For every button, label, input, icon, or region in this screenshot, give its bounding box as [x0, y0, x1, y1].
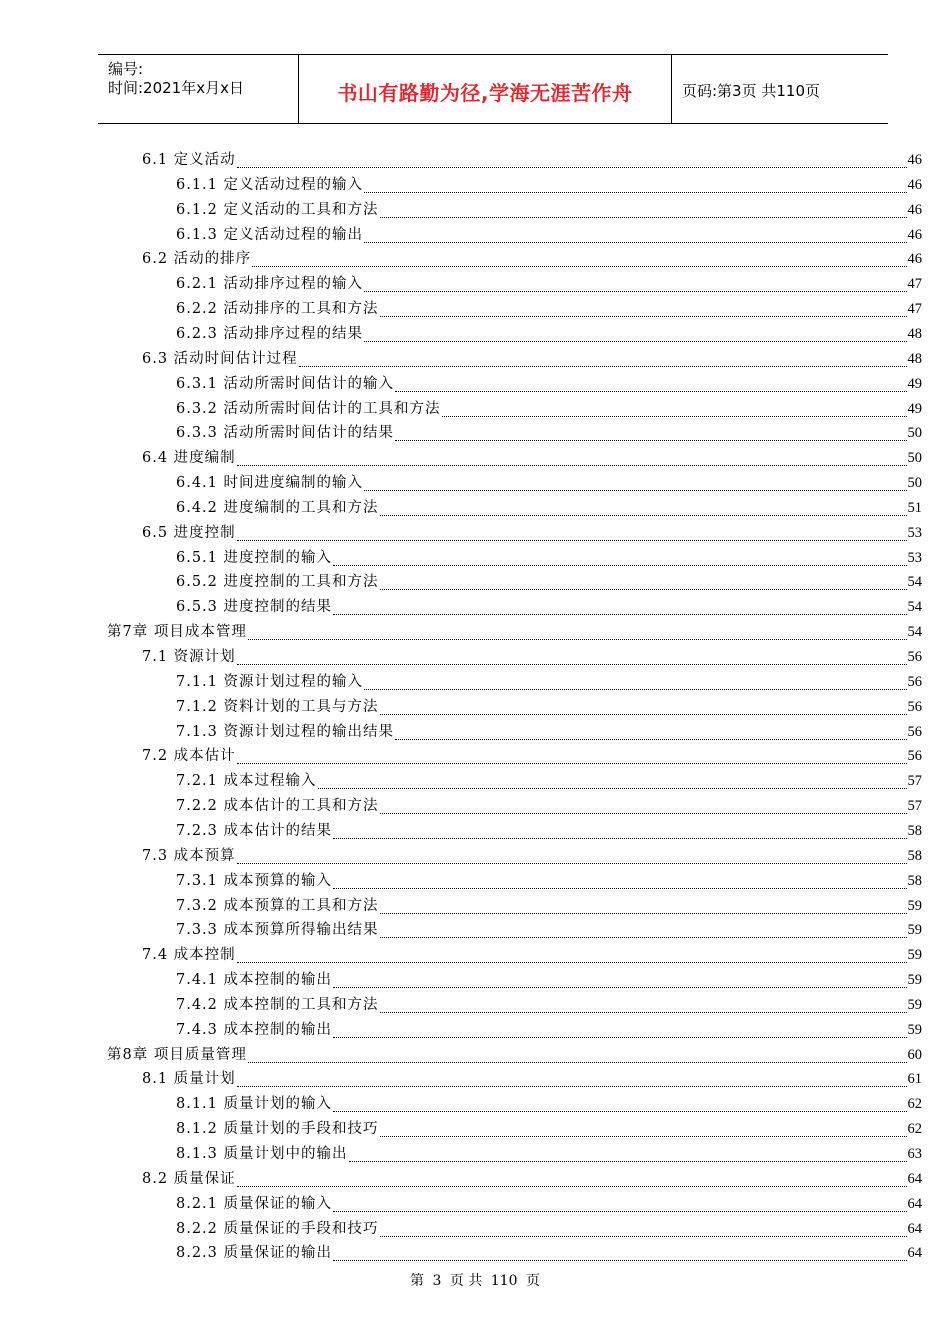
toc-entry-level-3[interactable]	[176, 421, 922, 446]
toc-entry-page: 48	[907, 325, 922, 342]
toc-dot-leader	[364, 489, 906, 491]
toc-entry-page: 56	[907, 649, 922, 665]
toc-entry-label: 7.1.2 资料计划的工具与方法	[176, 698, 379, 715]
toc-entry-page: 53	[907, 524, 922, 541]
toc-dot-leader	[380, 812, 907, 814]
toc-entry-label: 7.3.1 成本预算的输入	[176, 872, 333, 889]
toc-dot-leader	[380, 912, 907, 914]
footer-prefix: 第	[410, 1273, 425, 1289]
toc-entry-level-3[interactable]	[176, 1142, 922, 1167]
toc-entry-level-3[interactable]	[176, 471, 922, 496]
toc-entry-page: 50	[907, 450, 922, 467]
toc-entry-level-3[interactable]	[176, 496, 922, 521]
header-page-info: 页码:第3页 共110页	[682, 82, 820, 100]
toc-entry-level-1[interactable]	[107, 1043, 922, 1068]
toc-entry-label: 8.1 质量计划	[142, 1071, 236, 1088]
toc-dot-leader	[333, 613, 906, 615]
toc-entry-label: 8.2.3 质量保证的输出	[176, 1245, 333, 1262]
toc-entry-label: 7.4.3 成本控制的输出	[176, 1021, 333, 1038]
toc-entry-page: 59	[907, 1021, 922, 1038]
toc-entry-page: 56	[907, 723, 922, 740]
toc-entry-level-3[interactable]	[176, 397, 922, 422]
header-middle-cell	[299, 55, 672, 123]
toc-entry-label: 7.2.2 成本估计的工具和方法	[176, 798, 379, 815]
toc-entry-level-3[interactable]	[176, 894, 922, 919]
toc-entry-page: 64	[907, 1245, 922, 1262]
toc-entry-page: 59	[907, 922, 922, 939]
toc-entry-page: 50	[907, 475, 922, 492]
toc-dot-leader	[364, 340, 906, 342]
toc-entry-level-2[interactable]	[142, 148, 922, 173]
toc-entry-label: 6.5.3 进度控制的结果	[176, 599, 333, 616]
toc-dot-leader	[380, 1235, 907, 1237]
toc-entry-page: 53	[907, 549, 922, 566]
toc-entry-page: 54	[907, 574, 922, 591]
toc-dot-leader	[349, 1160, 907, 1162]
toc-dot-leader	[333, 1036, 906, 1038]
toc-entry-level-2[interactable]	[142, 347, 922, 372]
toc-entry-page: 56	[907, 698, 922, 715]
toc-entry-level-2[interactable]	[142, 844, 922, 869]
toc-entry-page: 46	[907, 201, 922, 218]
toc-entry-page: 63	[907, 1146, 922, 1162]
toc-entry-label: 8.2.2 质量保证的手段和技巧	[176, 1220, 379, 1237]
toc-entry-level-3[interactable]	[176, 1092, 922, 1117]
toc-entry-label: 7.4.2 成本控制的工具和方法	[176, 996, 379, 1013]
toc-entry-level-3[interactable]	[176, 1192, 922, 1217]
toc-entry-label: 7.2.3 成本估计的结果	[176, 822, 333, 839]
toc-entry-label: 6.3 活动时间估计过程	[142, 350, 298, 367]
toc-entry-label: 8.1.2 质量计划的手段和技巧	[176, 1121, 379, 1138]
toc-entry-label: 7.1.3 资源计划过程的输出结果	[176, 723, 395, 740]
toc-entry-label: 7.4 成本控制	[142, 947, 236, 964]
toc-entry-level-3[interactable]	[176, 993, 922, 1018]
toc-entry-page: 64	[907, 1170, 922, 1187]
toc-entry-level-3[interactable]	[176, 372, 922, 397]
toc-entry-page: 46	[907, 226, 922, 243]
toc-dot-leader	[248, 638, 907, 640]
toc-entry-page: 59	[907, 897, 922, 914]
toc-entry-level-3[interactable]	[176, 918, 922, 943]
toc-entry-level-3[interactable]	[176, 695, 922, 720]
toc-dot-leader	[380, 588, 907, 590]
toc-entry-level-3[interactable]	[176, 720, 922, 745]
toc-entry-level-2[interactable]	[142, 744, 922, 769]
toc-entry-page: 60	[907, 1046, 922, 1063]
toc-entry-label: 7.3.3 成本预算所得输出结果	[176, 922, 379, 939]
header-left-cell	[98, 55, 299, 123]
toc-dot-leader	[364, 688, 906, 690]
toc-entry-label: 7.1.1 资源计划过程的输入	[176, 673, 364, 690]
toc-dot-leader	[333, 1259, 906, 1261]
toc-entry-label: 6.3.1 活动所需时间估计的输入	[176, 375, 395, 392]
document-time-label: 时间:2021年x月x日	[108, 79, 244, 97]
toc-entry-level-3[interactable]	[176, 595, 922, 620]
toc-entry-label: 6.1.3 定义活动过程的输出	[176, 226, 364, 243]
toc-dot-leader	[364, 241, 906, 243]
toc-entry-level-3[interactable]	[176, 322, 922, 347]
toc-entry-level-3[interactable]	[176, 1241, 922, 1266]
toc-dot-leader	[442, 415, 907, 417]
toc-entry-page: 46	[907, 251, 922, 268]
toc-dot-leader	[237, 762, 907, 764]
toc-entry-level-3[interactable]	[176, 819, 922, 844]
toc-entry-page: 57	[907, 773, 922, 790]
toc-dot-leader	[380, 713, 907, 715]
toc-dot-leader	[333, 887, 906, 889]
toc-dot-leader	[380, 1011, 907, 1013]
toc-entry-level-2[interactable]	[142, 247, 922, 272]
toc-entry-page: 50	[907, 425, 922, 442]
toc-entry-page: 47	[907, 301, 922, 318]
toc-entry-page: 46	[907, 152, 922, 168]
toc-entry-label: 8.1.3 质量计划中的输出	[176, 1146, 348, 1162]
toc-dot-leader	[318, 787, 907, 789]
toc-dot-leader	[333, 1110, 906, 1112]
toc-entry-label: 6.2.2 活动排序的工具和方法	[176, 301, 379, 318]
toc-entry-page: 51	[907, 499, 922, 516]
header-motto: 书山有路勤为径,学海无涯苦作舟	[337, 81, 633, 105]
toc-dot-leader	[237, 166, 907, 168]
toc-entry-level-3[interactable]	[176, 968, 922, 993]
toc-entry-page: 56	[907, 673, 922, 690]
toc-entry-level-2[interactable]	[142, 521, 922, 546]
toc-dot-leader	[364, 290, 906, 292]
toc-dot-leader	[333, 564, 906, 566]
toc-entry-label: 6.3.2 活动所需时间估计的工具和方法	[176, 400, 441, 417]
toc-entry-page: 59	[907, 972, 922, 989]
toc-dot-leader	[333, 1210, 906, 1212]
toc-entry-label: 6.3.3 活动所需时间估计的结果	[176, 425, 395, 442]
document-number-label: 编号:	[108, 60, 144, 78]
toc-entry-page: 49	[907, 400, 922, 417]
toc-entry-level-2[interactable]	[142, 943, 922, 968]
toc-entry-page: 56	[907, 748, 922, 765]
toc-entry-page: 58	[907, 822, 922, 839]
toc-entry-label: 第7章 项目成本管理	[107, 624, 247, 641]
toc-dot-leader	[380, 1135, 907, 1137]
toc-entry-page: 47	[907, 276, 922, 293]
toc-entry-label: 6.1.2 定义活动的工具和方法	[176, 201, 379, 218]
toc-dot-leader	[237, 663, 907, 665]
toc-dot-leader	[237, 862, 907, 864]
toc-entry-level-3[interactable]	[176, 272, 922, 297]
toc-dot-leader	[237, 1185, 907, 1187]
toc-entry-level-2[interactable]	[142, 645, 922, 670]
toc-entry-level-3[interactable]	[176, 670, 922, 695]
header-right-cell	[672, 55, 888, 123]
toc-entry-label: 6.5 进度控制	[142, 524, 236, 541]
toc-dot-leader	[237, 464, 907, 466]
footer-total-pages: 110	[490, 1273, 518, 1289]
toc-dot-leader	[395, 738, 906, 740]
toc-entry-page: 54	[907, 624, 922, 641]
toc-entry-label: 6.5.1 进度控制的输入	[176, 549, 333, 566]
toc-entry-label: 7.3 成本预算	[142, 847, 236, 864]
toc-dot-leader	[252, 265, 906, 267]
toc-entry-label: 6.4.2 进度编制的工具和方法	[176, 499, 379, 516]
toc-entry-level-3[interactable]	[176, 173, 922, 198]
toc-entry-level-3[interactable]	[176, 794, 922, 819]
toc-entry-page: 64	[907, 1220, 922, 1237]
toc-entry-level-3[interactable]	[176, 570, 922, 595]
toc-dot-leader	[248, 1061, 907, 1063]
toc-entry-label: 8.1.1 质量计划的输入	[176, 1096, 333, 1113]
toc-entry-label: 6.4 进度编制	[142, 450, 236, 467]
toc-entry-page: 49	[907, 375, 922, 392]
toc-entry-label: 6.1 定义活动	[142, 152, 236, 168]
toc-entry-level-2[interactable]	[142, 1067, 922, 1092]
toc-entry-label: 7.2 成本估计	[142, 748, 236, 765]
toc-dot-leader	[395, 390, 906, 392]
toc-entry-level-3[interactable]	[176, 297, 922, 322]
toc-entry-label: 7.1 资源计划	[142, 649, 236, 665]
toc-entry-page: 62	[907, 1096, 922, 1113]
toc-entry-level-3[interactable]	[176, 769, 922, 794]
footer-suffix: 页	[525, 1273, 540, 1289]
toc-entry-label: 8.2 质量保证	[142, 1170, 236, 1187]
toc-entry-page: 58	[907, 847, 922, 864]
toc-entry-level-3[interactable]	[176, 869, 922, 894]
toc-dot-leader	[333, 986, 906, 988]
toc-dot-leader	[237, 1085, 907, 1087]
toc-entry-level-3[interactable]	[176, 546, 922, 571]
toc-entry-level-2[interactable]	[142, 446, 922, 471]
toc-entry-level-3[interactable]	[176, 198, 922, 223]
toc-entry-page: 48	[907, 350, 922, 367]
toc-entry-level-3[interactable]	[176, 223, 922, 248]
toc-dot-leader	[364, 191, 906, 193]
toc-entry-label: 7.2.1 成本过程输入	[176, 773, 317, 790]
page-footer	[0, 1270, 950, 1290]
toc-entry-label: 6.4.1 时间进度编制的输入	[176, 475, 364, 492]
toc-dot-leader	[380, 514, 907, 516]
toc-dot-leader	[237, 539, 907, 541]
toc-entry-label: 第8章 项目质量管理	[107, 1046, 247, 1063]
toc-entry-page: 58	[907, 872, 922, 889]
toc-entry-level-3[interactable]	[176, 1117, 922, 1142]
toc-entry-page: 59	[907, 947, 922, 964]
toc-entry-level-1[interactable]	[107, 620, 922, 645]
toc-entry-label: 6.2 活动的排序	[142, 251, 252, 268]
toc-dot-leader	[380, 936, 907, 938]
toc-entry-label: 6.2.3 活动排序过程的结果	[176, 325, 364, 342]
toc-entry-level-3[interactable]	[176, 1018, 922, 1043]
toc-dot-leader	[333, 837, 906, 839]
toc-entry-label: 6.5.2 进度控制的工具和方法	[176, 574, 379, 591]
toc-entry-label: 6.2.1 活动排序过程的输入	[176, 276, 364, 293]
toc-dot-leader	[237, 961, 907, 963]
toc-entry-label: 7.4.1 成本控制的输出	[176, 972, 333, 989]
toc-entry-page: 54	[907, 599, 922, 616]
footer-current-page: 3	[432, 1273, 442, 1289]
toc-entry-page: 61	[907, 1071, 922, 1088]
toc-entry-page: 46	[907, 176, 922, 193]
toc-dot-leader	[299, 365, 907, 367]
toc-dot-leader	[380, 216, 907, 218]
toc-entry-level-3[interactable]	[176, 1217, 922, 1242]
toc-dot-leader	[380, 315, 907, 317]
toc-entry-page: 62	[907, 1121, 922, 1138]
toc-entry-label: 6.1.1 定义活动过程的输入	[176, 176, 364, 193]
toc-entry-page: 59	[907, 996, 922, 1013]
toc-entry-label: 7.3.2 成本预算的工具和方法	[176, 897, 379, 914]
toc-entry-page: 57	[907, 798, 922, 815]
toc-entry-page: 64	[907, 1195, 922, 1212]
page-header	[98, 54, 888, 124]
footer-middle: 页 共	[449, 1273, 483, 1289]
toc-dot-leader	[395, 439, 906, 441]
toc-entry-level-2[interactable]	[142, 1167, 922, 1192]
toc-entry-label: 8.2.1 质量保证的输入	[176, 1195, 333, 1212]
